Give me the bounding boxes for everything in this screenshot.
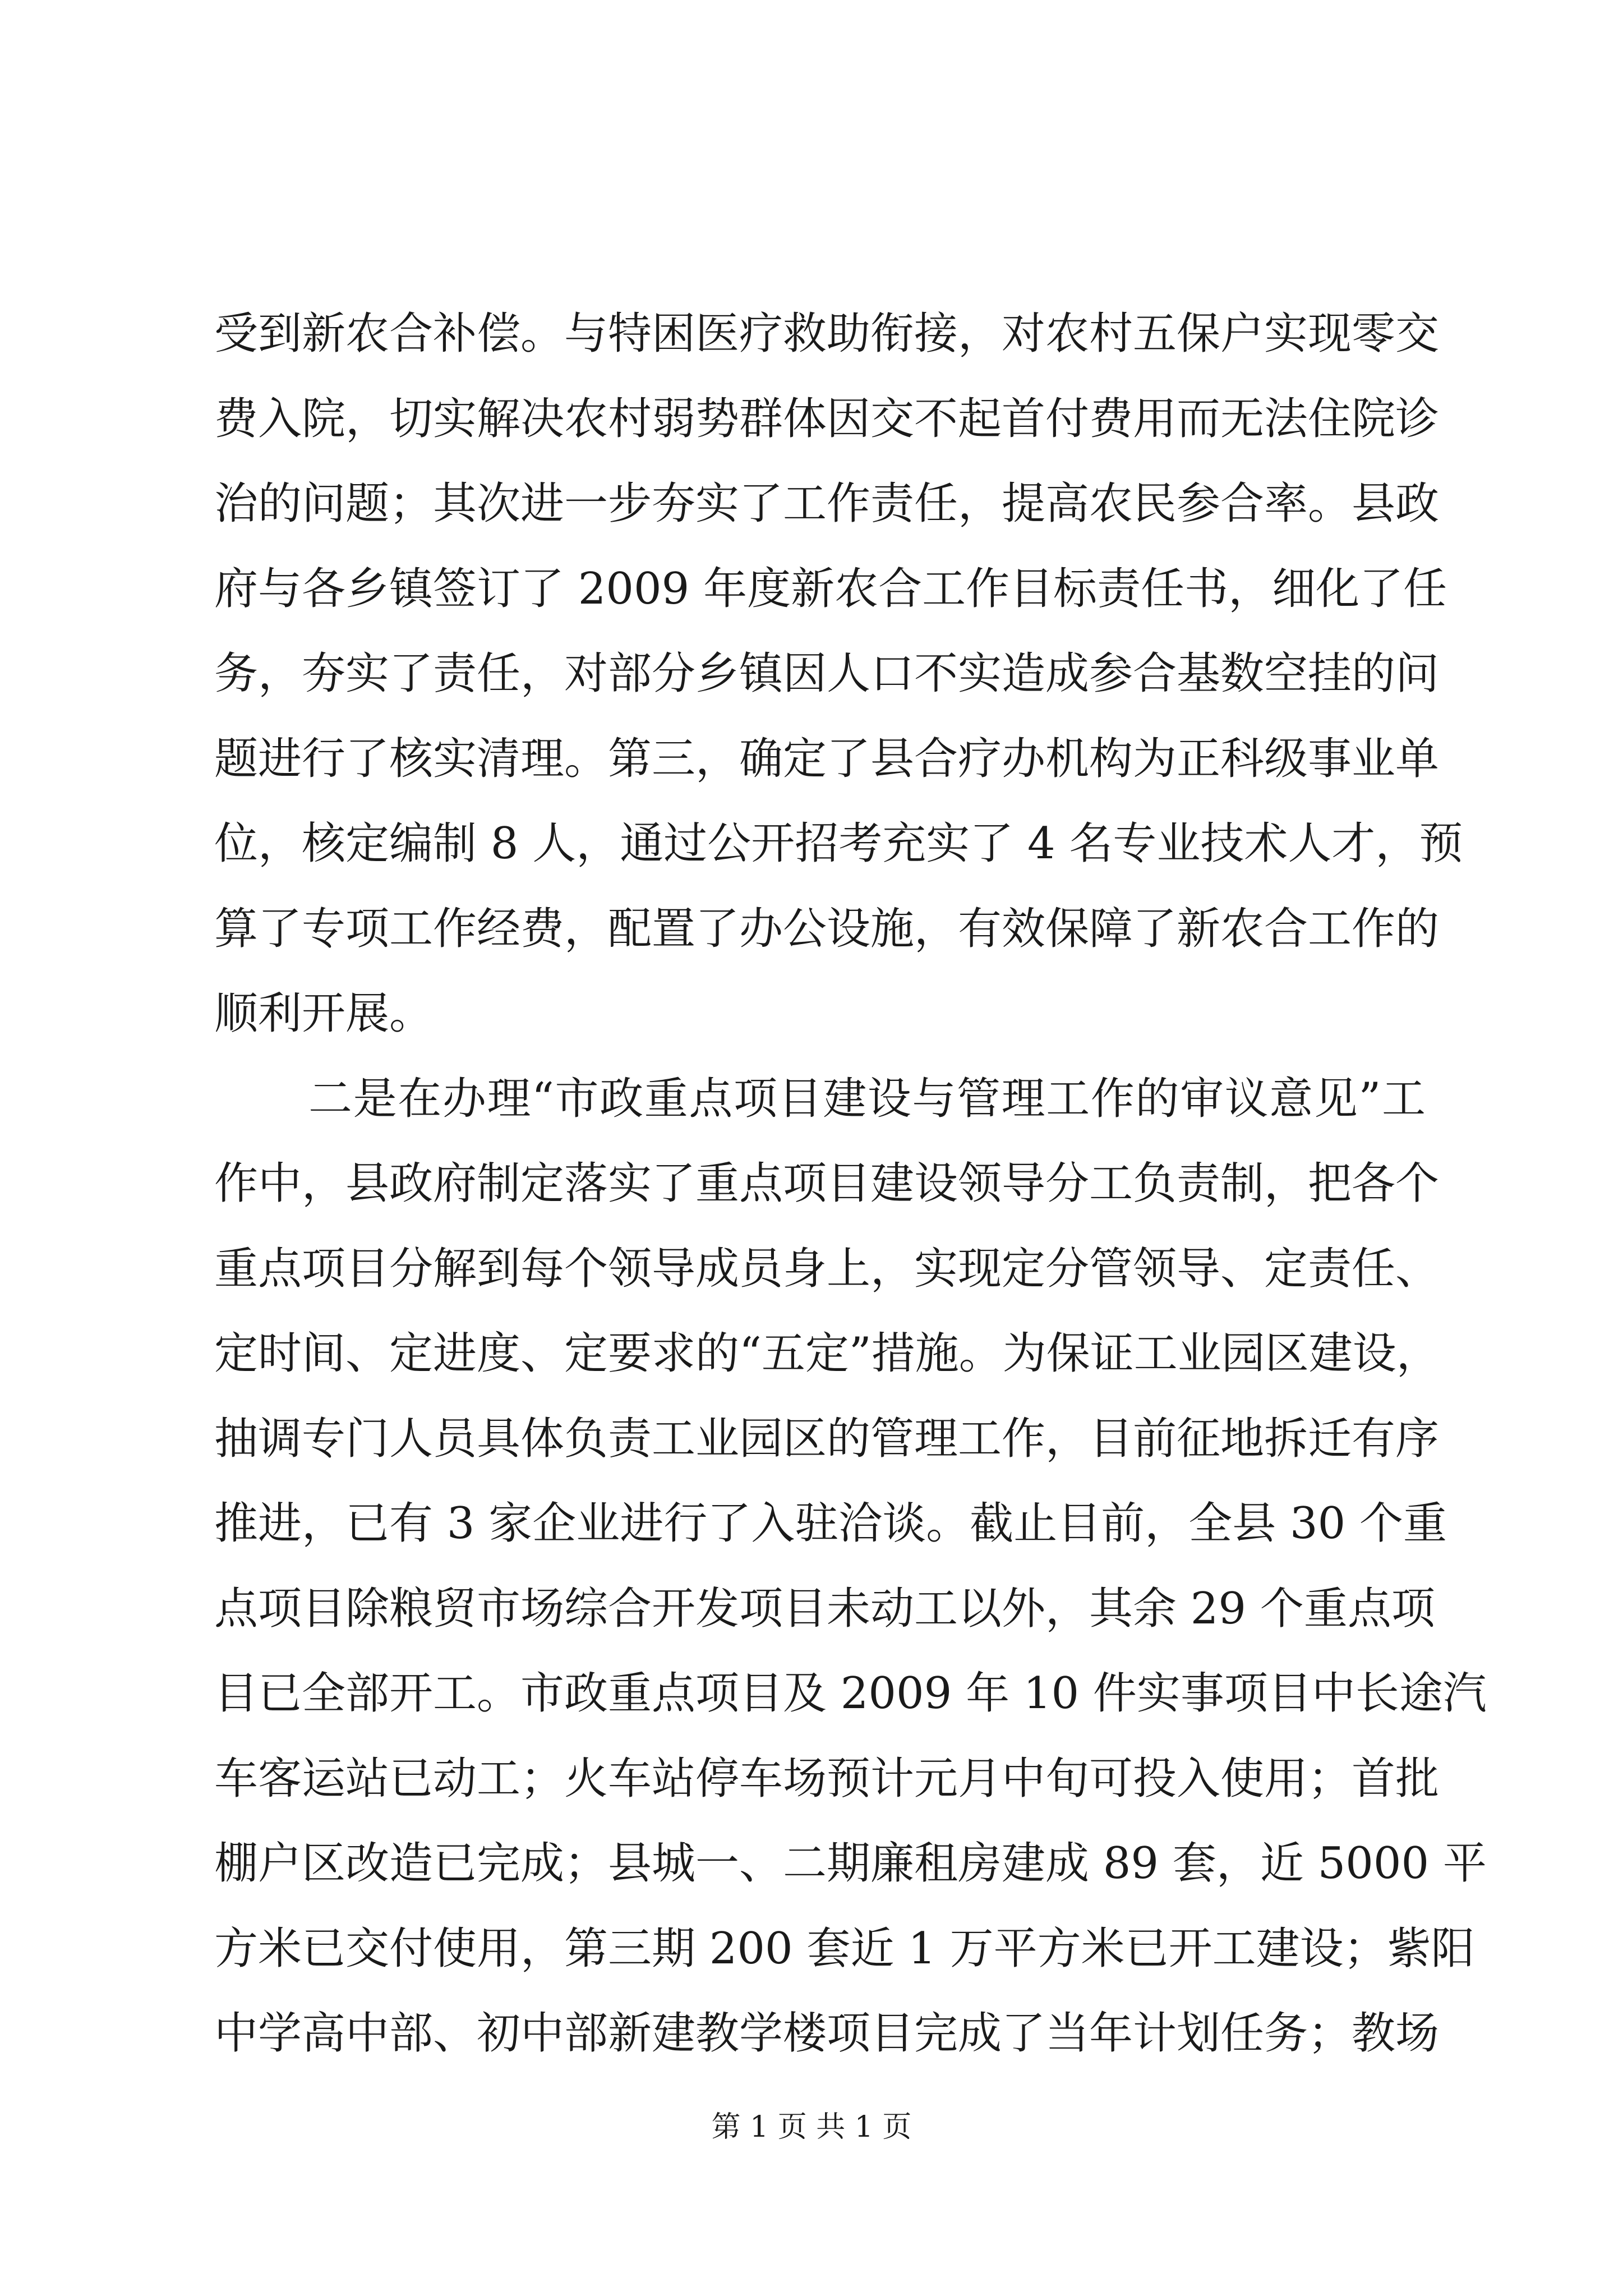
paragraph-2-line: 重点项目分解到每个领导成员身上，实现定分管领导、定责任、 [214, 1243, 1440, 1294]
paragraph-2-line: 作中，县政府制定落实了重点项目建设领导分工负责制，把各个 [214, 1158, 1440, 1209]
paragraph-2-line: 车客运站已动工；火车站停车场预计元月中旬可投入使用；首批 [214, 1753, 1440, 1804]
paragraph-2-line: 定时间、定进度、定要求的“五定”措施。为保证工业园区建设， [214, 1328, 1440, 1379]
paragraph-1-line: 算了专项工作经费，配置了办公设施，有效保障了新农合工作的 [214, 903, 1440, 954]
paragraph-1-line: 治的问题；其次进一步夯实了工作责任，提高农民参合率。县政 [214, 478, 1440, 529]
paragraph-1-line: 受到新农合补偿。与特困医疗救助衔接，对农村五保户实现零交 [214, 309, 1440, 359]
paragraph-1-line: 位，核定编制 8 人，通过公开招考充实了 4 名专业技术人才，预 [214, 818, 1463, 869]
paragraph-1-line: 题进行了核实清理。第三，确定了县合疗办机构为正科级事业单 [214, 733, 1440, 784]
paragraph-1-line: 务，夯实了责任，对部分乡镇因人口不实造成参合基数空挂的问 [214, 648, 1440, 699]
document-body [214, 292, 1487, 2077]
paragraph-1-line: 府与各乡镇签订了 2009 年度新农合工作目标责任书，细化了任 [214, 563, 1447, 614]
paragraph-2-line: 中学高中部、初中部新建教学楼项目完成了当年计划任务；教场 [214, 2008, 1440, 2059]
paragraph-2-line: 棚户区改造已完成；县城一、二期廉租房建成 89 套，近 5000 平 [214, 1838, 1487, 1889]
paragraph-2-line: 抽调专门人员具体负责工业园区的管理工作，目前征地拆迁有序 [214, 1413, 1440, 1464]
paragraph-2-line: 点项目除粮贸市场综合开发项目未动工以外，其余 29 个重点项 [214, 1583, 1435, 1634]
page-number-footer: 第 1 页 共 1 页 [711, 2110, 912, 2144]
paragraph-2-line: 目已全部开工。市政重点项目及 2009 年 10 件实事项目中长途汽 [214, 1668, 1487, 1719]
paragraph-2-line: 二是在办理“市政重点项目建设与管理工作的审议意见”工 [308, 1073, 1426, 1124]
paragraph-1-line: 费入院，切实解决农村弱势群体因交不起首付费用而无法住院诊 [214, 393, 1440, 444]
paragraph-2-line: 方米已交付使用，第三期 200 套近 1 万平方米已开工建设；紫阳 [214, 1923, 1475, 1974]
paragraph-1-line: 顺利开展。 [214, 988, 434, 1039]
paragraph-2-line: 推进，已有 3 家企业进行了入驻洽谈。截止目前，全县 30 个重 [214, 1498, 1447, 1549]
